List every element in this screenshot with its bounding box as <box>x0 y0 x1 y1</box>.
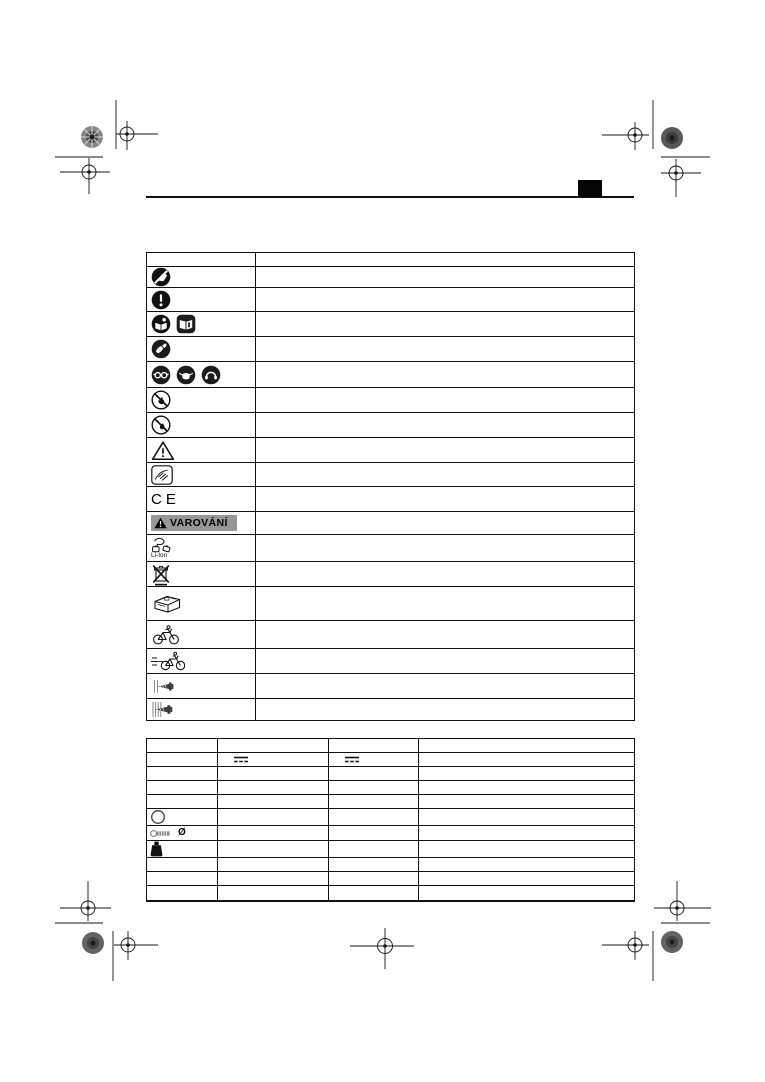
table-row <box>147 463 635 487</box>
table-row <box>147 487 635 512</box>
battery-pack-icon <box>151 592 183 616</box>
spec-cell <box>329 795 419 809</box>
no-water-prohibition-icon <box>151 415 171 435</box>
spec-cell <box>419 841 635 858</box>
table-row <box>147 674 635 699</box>
symbol-cell <box>147 388 256 413</box>
table-row <box>147 438 635 463</box>
spec-cell <box>329 753 419 767</box>
table-row <box>147 795 635 809</box>
table-row <box>147 886 635 901</box>
screw-in-hard-material-icon <box>151 701 175 718</box>
spec-cell <box>218 739 329 753</box>
description-cell <box>256 649 635 674</box>
color-patch <box>82 932 104 954</box>
symbol-cell <box>147 587 256 621</box>
weee-crossed-bin-icon <box>151 563 171 586</box>
symbol-cell <box>147 253 256 267</box>
spec-cell <box>419 872 635 886</box>
header-rule <box>146 196 634 198</box>
icon-caption: Li-Ion <box>151 551 168 559</box>
reg-target <box>60 881 111 921</box>
spec-cell <box>329 886 419 901</box>
wear-ear-protection-icon <box>201 365 221 385</box>
bicycle-icon <box>151 625 181 645</box>
spec-cell <box>147 872 218 886</box>
spec-cell <box>419 826 635 841</box>
description-cell <box>256 562 635 587</box>
spec-cell <box>419 767 635 781</box>
spec-cell <box>147 781 218 795</box>
description-cell <box>256 463 635 487</box>
symbol-cell <box>147 362 256 388</box>
spec-cell <box>218 753 329 767</box>
table-row <box>147 288 635 312</box>
table-row <box>147 413 635 438</box>
table-row <box>147 535 635 562</box>
table-row <box>147 267 635 288</box>
mandatory-exclamation-icon <box>151 290 171 310</box>
spec-cell <box>147 886 218 901</box>
symbol-cell <box>147 463 256 487</box>
varovani-badge <box>151 515 237 531</box>
spec-cell <box>218 841 329 858</box>
description-cell <box>256 413 635 438</box>
spec-cell <box>218 858 329 872</box>
spec-cell <box>147 767 218 781</box>
symbol-cell <box>147 413 256 438</box>
table-row <box>147 253 635 267</box>
handbook-icon <box>176 314 196 334</box>
table-row <box>147 809 635 826</box>
symbol-cell <box>147 674 256 699</box>
symbol-cell <box>147 312 256 337</box>
spec-cell <box>419 753 635 767</box>
table-row <box>147 362 635 388</box>
no-fire-prohibition-icon <box>151 390 171 410</box>
ce-mark: CE <box>151 490 180 508</box>
spec-cell <box>329 858 419 872</box>
spec-cell <box>218 781 329 795</box>
table-row <box>147 753 635 767</box>
dc-voltage-icon <box>344 755 360 764</box>
ebike-speed-icon <box>151 651 185 671</box>
spec-cell <box>419 886 635 901</box>
symbol-cell <box>147 562 256 587</box>
spec-cell <box>329 841 419 858</box>
li-ion-recycling-icon <box>151 537 175 553</box>
symbol-cell <box>147 487 256 512</box>
reg-target <box>116 121 158 150</box>
table-row <box>147 826 635 841</box>
color-patch <box>661 931 683 953</box>
spec-cell <box>329 809 419 826</box>
spec-table <box>146 738 635 902</box>
reg-target <box>60 158 110 194</box>
description-cell <box>256 587 635 621</box>
spec-cell <box>329 781 419 795</box>
spec-cell <box>147 858 218 872</box>
symbol-cell <box>147 621 256 649</box>
screw-in-soft-material-icon <box>151 678 175 695</box>
wear-eye-protection-icon <box>151 365 171 385</box>
reg-target <box>654 881 711 921</box>
wear-dust-mask-icon <box>176 365 196 385</box>
description-cell <box>256 512 635 535</box>
table-row <box>147 858 635 872</box>
spec-cell <box>147 739 218 753</box>
reg-target <box>114 931 158 960</box>
description-cell <box>256 267 635 288</box>
table-row <box>147 562 635 587</box>
symbol-table-body <box>147 253 635 721</box>
spec-cell <box>218 795 329 809</box>
symbol-cell <box>147 337 256 362</box>
spec-cell <box>329 739 419 753</box>
spec-cell <box>147 841 218 858</box>
no-touch-prohibition-icon <box>151 267 171 287</box>
spec-cell <box>329 767 419 781</box>
description-cell <box>256 288 635 312</box>
spec-cell <box>218 767 329 781</box>
reg-target <box>602 931 649 960</box>
description-cell <box>256 438 635 463</box>
table-row <box>147 872 635 886</box>
description-cell <box>256 253 635 267</box>
description-cell <box>256 621 635 649</box>
table-row <box>147 337 635 362</box>
table-row <box>147 649 635 674</box>
spec-cell <box>218 886 329 901</box>
spec-cell <box>147 753 218 767</box>
warning-filled-triangle-icon <box>154 517 167 529</box>
description-cell <box>256 388 635 413</box>
spec-cell <box>147 809 218 826</box>
table-row <box>147 512 635 535</box>
symbol-cell <box>147 438 256 463</box>
symbol-text: Ø <box>178 827 186 838</box>
table-row <box>147 767 635 781</box>
table-row <box>147 699 635 721</box>
reg-target <box>661 159 701 197</box>
spec-cell <box>419 781 635 795</box>
symbol-cell <box>147 649 256 674</box>
circle-diameter-icon <box>150 809 166 825</box>
color-patch <box>661 127 683 149</box>
symbol-cell <box>147 535 256 562</box>
description-cell <box>256 312 635 337</box>
description-cell <box>256 337 635 362</box>
description-cell <box>256 699 635 721</box>
table-row <box>147 739 635 753</box>
spec-cell <box>147 795 218 809</box>
spec-cell <box>218 809 329 826</box>
symbol-cell <box>147 699 256 721</box>
screw-side-icon <box>150 828 174 839</box>
symbol-cell <box>147 267 256 288</box>
wear-gloves-icon <box>151 339 171 359</box>
hand-crush-icon <box>151 465 173 485</box>
li-ion-recycling-icon-group <box>151 537 175 560</box>
description-cell <box>256 362 635 388</box>
table-row <box>147 312 635 337</box>
color-patch <box>81 126 103 148</box>
spec-cell <box>419 739 635 753</box>
description-cell <box>256 535 635 562</box>
spec-cell <box>419 795 635 809</box>
spec-cell <box>329 872 419 886</box>
warning-triangle-icon <box>151 440 175 461</box>
table-row <box>147 781 635 795</box>
symbol-table <box>146 252 635 721</box>
spec-cell <box>419 858 635 872</box>
read-manual-icon <box>151 314 171 334</box>
table-row <box>147 841 635 858</box>
table-row <box>147 388 635 413</box>
table-row <box>147 587 635 621</box>
dc-voltage-icon <box>233 755 249 764</box>
spec-cell <box>147 826 218 841</box>
description-cell <box>256 487 635 512</box>
spec-cell <box>218 826 329 841</box>
reg-target <box>350 928 414 969</box>
spec-cell <box>218 872 329 886</box>
reg-target <box>602 122 649 150</box>
spec-cell <box>419 809 635 826</box>
spec-cell <box>329 826 419 841</box>
weight-icon <box>150 841 163 857</box>
symbol-cell <box>147 288 256 312</box>
description-cell <box>256 674 635 699</box>
page-number-tab <box>578 180 602 197</box>
spec-table-body <box>147 739 635 901</box>
varovani-text: VAROVÁNÍ <box>170 517 228 529</box>
table-row <box>147 621 635 649</box>
symbol-cell <box>147 512 256 535</box>
